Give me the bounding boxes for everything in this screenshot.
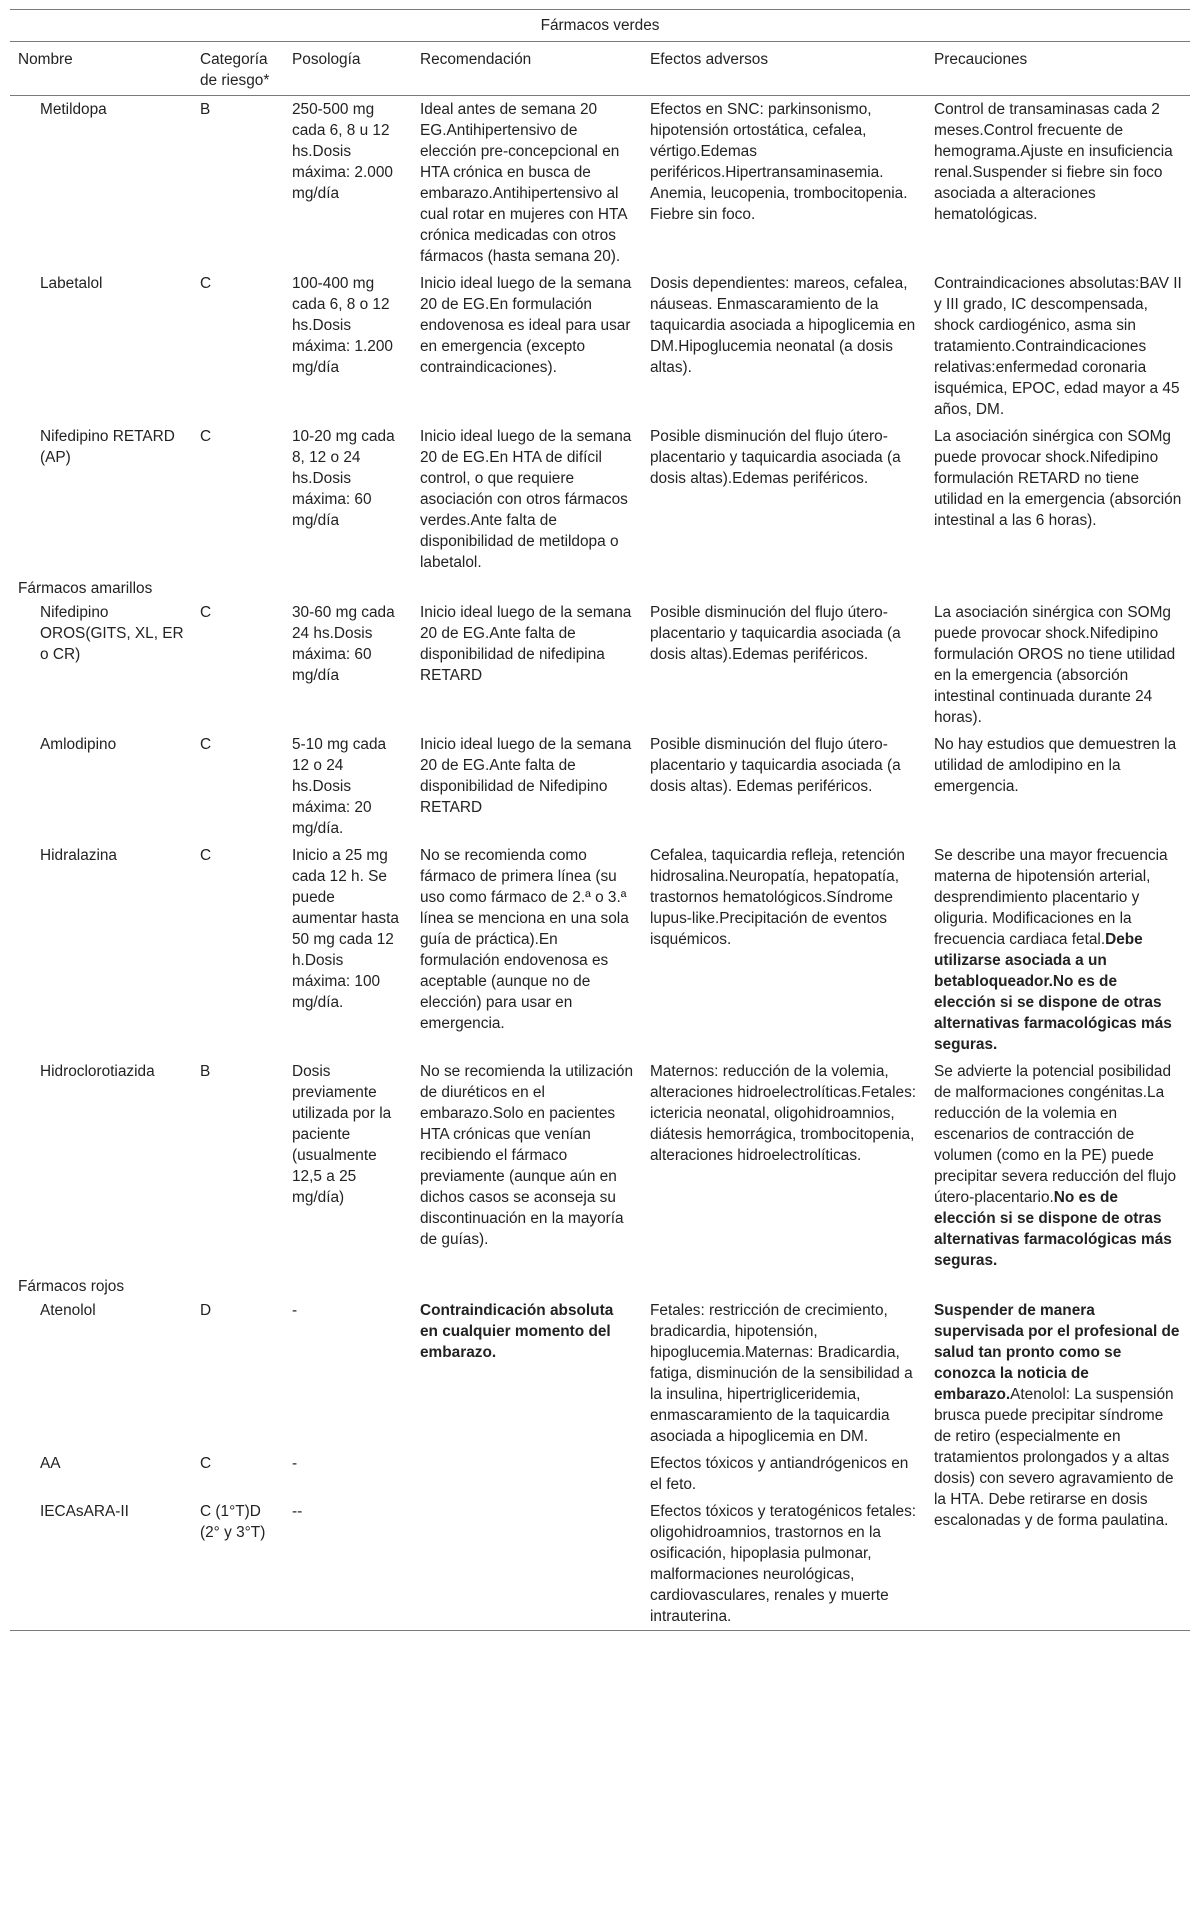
drug-name: Metildopa	[40, 101, 107, 118]
table-row	[10, 96, 1190, 271]
dosage: Dosis previamente utilizada por la paciente (usualmente 12,5 a 25 mg/día)	[292, 1063, 392, 1206]
dosage: 10-20 mg cada 8, 12 o 24 hs.Dosis máxima: 60 mg/día	[292, 428, 395, 529]
group-row-red	[10, 1274, 1190, 1297]
recommendation-emphasis: Contraindicación absoluta en cualquier momento del embarazo.	[420, 1302, 614, 1361]
adverse-effects: Cefalea, taquicardia refleja, retención hidrosalina.Neuropatía, hepatopatía, trastornos hematológicos.Síndrome lupus-like.Precipitación de eventos isquémicos.	[650, 847, 905, 948]
risk-category: C	[200, 736, 212, 753]
precautions-text: Atenolol: La suspensión brusca puede precipitar síndrome de retiro (especialmente en tratamientos prolongados y a altas dosis) con severo agravamiento de la HTA. Debe retirarse en dosis escalonadas y de forma paulatina.	[934, 1386, 1174, 1529]
recommendation	[412, 1297, 642, 1450]
drug-name: Nifedipino RETARD (AP)	[40, 428, 175, 466]
table-row	[10, 599, 1190, 731]
dosage: -	[292, 1455, 298, 1472]
drug-name: Amlodipino	[40, 736, 117, 753]
risk-category: C	[200, 275, 212, 292]
adverse-effects: Efectos tóxicos y antiandrógenicos en el feto.	[650, 1455, 909, 1493]
drug-name: Labetalol	[40, 275, 103, 292]
dosage: 100-400 mg cada 6, 8 o 12 hs.Dosis máxima: 1.200 mg/día	[292, 275, 393, 376]
header-dosage: Posología	[284, 42, 412, 96]
precautions-emphasis: Suspender de manera supervisada por el profesional de salud tan pronto como se conozca la noticia de embarazo.	[934, 1302, 1180, 1403]
table-row	[10, 423, 1190, 576]
adverse-effects: Posible disminución del flujo útero-placentario y taquicardia asociada (a dosis altas).Edemas periféricos.	[650, 428, 901, 487]
table-caption-row	[10, 10, 1190, 42]
group-row-yellow	[10, 576, 1190, 599]
drug-name: Nifedipino OROS(GITS, XL, ER o CR)	[40, 604, 184, 663]
header-recommendation: Recomendación	[412, 42, 642, 96]
drug-table	[10, 9, 1190, 1637]
dosage: 250-500 mg cada 6, 8 u 12 hs.Dosis máxima: 2.000 mg/día	[292, 101, 393, 202]
precautions-text: Se advierte la potencial posibilidad de malformaciones congénitas.La reducción de la volemia en escenarios de contracción de volumen (como en la PE) puede precipitar severa reducción del flujo útero-placentario.	[934, 1063, 1177, 1206]
risk-category: C	[200, 604, 212, 621]
table-row	[10, 842, 1190, 1058]
drug-name: Atenolol	[40, 1302, 96, 1319]
precautions: La asociación sinérgica con SOMg puede provocar shock.Nifedipino formulación OROS no tiene utilidad en la emergencia (absorción intestinal continuada durante 24 horas).	[934, 604, 1176, 726]
risk-category: C	[200, 847, 212, 864]
drug-name: IECAsARA-II	[40, 1503, 129, 1520]
risk-category: B	[200, 1063, 211, 1080]
adverse-effects: Posible disminución del flujo útero-placentario y taquicardia asociada (a dosis altas). Edemas periféricos.	[650, 736, 901, 795]
precautions	[926, 1297, 1190, 1631]
adverse-effects: Maternos: reducción de la volemia, alteraciones hidroelectrolíticas.Fetales: ictericia neonatal, oligohidroamnios, diátesis hemorrágica, trombocitopenia, alteraciones hidroelectrolíticas.	[650, 1063, 917, 1164]
dosage: Inicio a 25 mg cada 12 h. Se puede aumentar hasta 50 mg cada 12 h.Dosis máxima: 100 mg/día.	[292, 847, 399, 1011]
dosage: 30-60 mg cada 24 hs.Dosis máxima: 60 mg/día	[292, 604, 395, 684]
recommendation	[412, 1450, 642, 1498]
risk-category: B	[200, 101, 211, 118]
dosage: 5-10 mg cada 12 o 24 hs.Dosis máxima: 20 mg/día.	[292, 736, 387, 837]
adverse-effects: Dosis dependientes: mareos, cefalea, náuseas. Enmascaramiento de la taquicardia asociada a hipoglicemia en DM.Hipoglucemia neonatal (a dosis altas).	[650, 275, 916, 376]
bottom-rule	[10, 1631, 1190, 1638]
table-row	[10, 731, 1190, 842]
table-caption: Fármacos verdes	[10, 10, 1190, 42]
table-bottom-rule	[10, 1631, 1190, 1638]
recommendation: No se recomienda como fármaco de primera línea (su uso como fármaco de 2.ª o 3.ª línea se menciona en una sola guía de práctica).En formulación endovenosa es aceptable (aunque no de elección) para usar en emergencia.	[420, 847, 629, 1032]
risk-category: D	[200, 1302, 212, 1319]
recommendation	[412, 1498, 642, 1631]
header-name: Nombre	[10, 42, 192, 96]
group-label-red: Fármacos rojos	[18, 1278, 125, 1295]
risk-category: C	[200, 428, 212, 445]
recommendation: Ideal antes de semana 20 EG.Antihipertensivo de elección pre-concepcional en HTA crónica en busca de embarazo.Antihipertensivo al cual rotar en mujeres con HTA crónica medicadas con otros fármacos (hasta semana 20).	[420, 101, 627, 265]
adverse-effects: Efectos tóxicos y teratogénicos fetales: oligohidroamnios, trastornos en la osificación, hipoplasia pulmonar, malformaciones neurológicas, cardiovasculares, renales y muerte intrauterina.	[650, 1503, 917, 1625]
precautions: No hay estudios que demuestren la utilidad de amlodipino en la emergencia.	[934, 736, 1177, 795]
risk-category: C (1°T)D (2° y 3°T)	[200, 1503, 266, 1541]
adverse-effects: Efectos en SNC: parkinsonismo, hipotensión ortostática, cefalea, vértigo.Edemas periféricos.Hipertransaminasemia. Anemia, leucopenia, trombocitopenia. Fiebre sin foco.	[650, 101, 908, 223]
precautions: La asociación sinérgica con SOMg puede provocar shock.Nifedipino formulación RETARD no tiene utilidad en la emergencia (absorción intestinal a las 6 horas).	[934, 428, 1182, 529]
table-row	[10, 1297, 1190, 1450]
dosage: -	[292, 1302, 298, 1319]
precautions: Contraindicaciones absolutas:BAV II y III grado, IC descompensada, shock cardiogénico, asma sin tratamiento.Contraindicaciones relativas:enfermedad coronaria isquémica, EPOC, edad mayor a 45 años, DM.	[934, 275, 1182, 418]
recommendation: Inicio ideal luego de la semana 20 de EG.Ante falta de disponibilidad de Nifedipino RETARD	[420, 736, 632, 816]
precautions-text: Se describe una mayor frecuencia materna de hipotensión arterial, desprendimiento placentario y oliguria. Modificaciones en la frecuencia cardiaca fetal.	[934, 847, 1168, 948]
recommendation: Inicio ideal luego de la semana 20 de EG.En HTA de difícil control, o que requiere asociación con otros fármacos verdes.Ante falta de disponibilidad de metildopa o labetalol.	[420, 428, 632, 571]
recommendation: No se recomienda la utilización de diuréticos en el embarazo.Solo en pacientes HTA crónicas que venían recibiendo el fármaco previamente (aunque aún en dichos casos se aconseja su discontinuación en la mayoría de guías).	[420, 1063, 634, 1248]
table-row	[10, 270, 1190, 423]
drug-name: Hidroclorotiazida	[40, 1063, 155, 1080]
drug-name: AA	[40, 1455, 61, 1472]
recommendation: Inicio ideal luego de la semana 20 de EG.En formulación endovenosa es ideal para usar en emergencia (excepto contraindicaciones).	[420, 275, 632, 376]
group-label-yellow: Fármacos amarillos	[18, 580, 153, 597]
table-row	[10, 1058, 1190, 1274]
recommendation: Inicio ideal luego de la semana 20 de EG.Ante falta de disponibilidad de nifedipina RETARD	[420, 604, 632, 684]
drug-name: Hidralazina	[40, 847, 117, 864]
adverse-effects: Fetales: restricción de crecimiento, bradicardia, hipotensión, hipoglucemia.Maternas: Bradicardia, fatiga, disminución de la sensibilidad a la insulina, hipertrigliceridemia, enmascaramiento de la taquicardia asociada a hipoglicemia en DM.	[650, 1302, 913, 1445]
header-adverse: Efectos adversos	[642, 42, 926, 96]
adverse-effects: Posible disminución del flujo útero-placentario y taquicardia asociada (a dosis altas).Edemas periféricos.	[650, 604, 901, 663]
table-header-row	[10, 42, 1190, 96]
header-category: Categoría de riesgo*	[192, 42, 284, 96]
precautions-emphasis: Debe utilizarse asociada a un betabloqueador.No es de elección si se dispone de otras alternativas farmacológicas más seguras.	[934, 931, 1172, 1053]
precautions: Control de transaminasas cada 2 meses.Control frecuente de hemograma.Ajuste en insuficiencia renal.Suspender si fiebre sin foco asociada a alteraciones hematológicas.	[934, 101, 1173, 223]
precautions	[926, 842, 1190, 1058]
precautions-emphasis: No es de elección si se dispone de otras alternativas farmacológicas más seguras.	[934, 1189, 1172, 1269]
header-precautions: Precauciones	[926, 42, 1190, 96]
risk-category: C	[200, 1455, 212, 1472]
dosage: --	[292, 1503, 303, 1520]
precautions	[926, 1058, 1190, 1274]
